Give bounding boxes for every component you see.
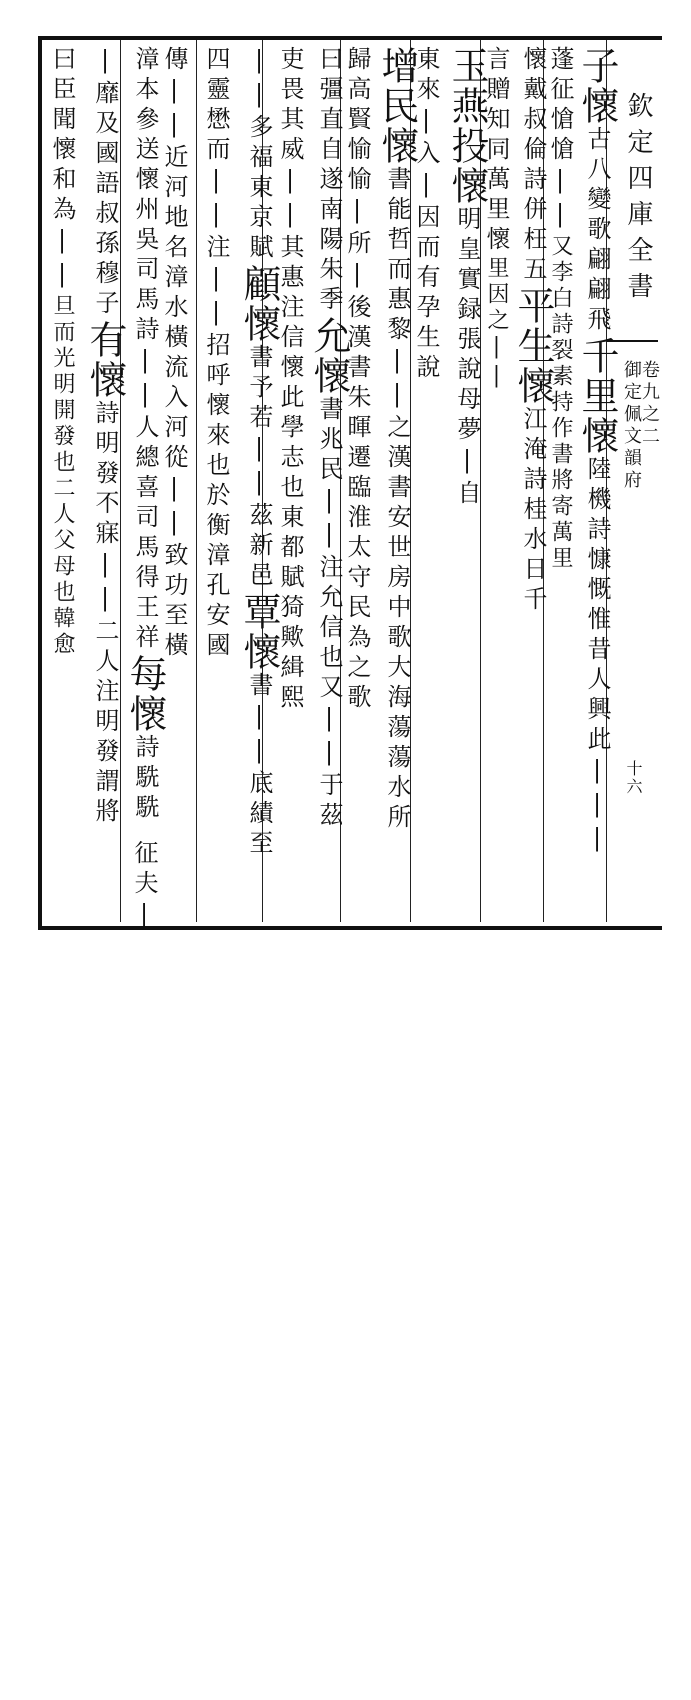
text-column	[345, 46, 369, 906]
headword: 每懷	[123, 654, 167, 734]
text-segment: 又李白詩裂素持作書將寄萬里	[548, 234, 573, 572]
text-column	[307, 46, 351, 906]
text-segment: 里因之||	[484, 256, 509, 392]
text-column	[50, 46, 74, 906]
book-title: 御定佩文韻府	[621, 360, 642, 492]
headword: 有懷	[83, 320, 127, 400]
text-segment: 言贈知同萬里懷	[482, 46, 510, 256]
text-segment: 傳||近河地名漳水橫流入河從||致功至橫	[160, 46, 188, 662]
text-column	[445, 46, 489, 906]
text-column	[132, 840, 156, 1700]
text-segment: 詩明發不寐||二人注明發謂將	[91, 400, 119, 828]
text-segment: 江淹詩桂水日千	[519, 406, 547, 616]
text-column	[162, 46, 186, 906]
text-segment: 漳本參送懷州吳司馬詩||人總喜司馬得王祥	[131, 46, 159, 654]
text-segment: ||多福東京賦	[245, 46, 273, 264]
text-segment: 詩駪駪	[131, 734, 159, 824]
headword: 平生懷	[511, 286, 555, 406]
text-segment: 征夫|	[130, 840, 158, 934]
text-column	[204, 46, 228, 906]
text-segment: 歸高賢愉愉|所|後漢書朱暉遷臨淮太守民為之歌	[343, 46, 371, 714]
text-segment: 曰彊直自遂南陽朱季	[315, 46, 343, 316]
text-segment: 書兆民||注允信也又||于茲	[315, 396, 343, 832]
text-segment: 懷戴叔倫詩併枉五	[519, 46, 547, 286]
text-segment: 吏畏其威||其惠注信懷此學志也東都賦猗歟緝熙	[276, 46, 304, 714]
text-segment: 四靈懋而||注||招呼懷來也於衡漳孔安國	[202, 46, 230, 662]
text-segment: 書予若||茲新邑	[245, 344, 273, 592]
text-column	[123, 46, 167, 906]
headword: 子懷	[575, 46, 619, 126]
text-column	[83, 46, 127, 906]
text-segment: |靡及國語叔孫穆子	[91, 46, 119, 320]
headword: 顧懷	[237, 264, 281, 344]
text-column	[511, 46, 555, 906]
text-segment: 明皇實録張說母夢|自	[453, 206, 481, 510]
page-number: 十六	[624, 760, 643, 796]
text-segment: 東來|入|因而有孕生說	[412, 46, 440, 384]
text-segment: 書能哲而惠黎||之漢書安世房中歌大海蕩蕩水所	[383, 166, 411, 834]
headword: 允懷	[307, 316, 351, 396]
text-segment: 旦而光明開發也二人父母也韓愈	[50, 294, 75, 658]
text-segment: 蓬征愴愴||	[546, 46, 574, 234]
column-rule	[196, 40, 197, 922]
text-segment: 古八變歌翩翩飛	[583, 126, 611, 336]
text-column	[414, 46, 438, 906]
text-column	[575, 46, 619, 906]
text-segment: 曰臣聞懷和為||	[48, 46, 76, 294]
volume-label: 卷九之二	[639, 360, 660, 448]
text-segment: 書||底績至	[245, 672, 273, 860]
headword: 千里懷	[575, 336, 619, 456]
text-column	[237, 46, 281, 906]
text-segment: 陸機詩慷慨惟昔人興此|||	[583, 456, 611, 858]
headword: 玉燕投懷	[445, 46, 489, 206]
headword: 增民懷	[375, 46, 419, 166]
text-column	[375, 46, 419, 906]
headword: 覃懷	[237, 592, 281, 672]
text-column	[278, 46, 302, 906]
book-series-title: 欽定四庫全書	[623, 92, 653, 308]
